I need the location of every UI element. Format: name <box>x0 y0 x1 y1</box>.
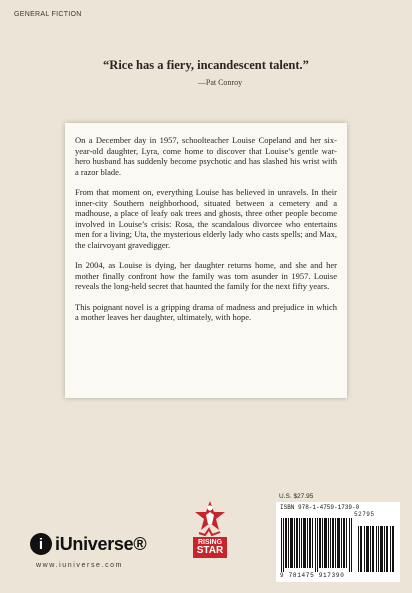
publisher-logo <box>30 533 146 555</box>
genre-label: GENERAL FICTION <box>14 11 82 18</box>
isbn-barcode <box>276 502 400 582</box>
quote-attribution: —Pat Conroy <box>197 78 243 87</box>
ean-barcode-icon <box>280 518 354 572</box>
price-addon-code: 52795 <box>354 511 375 518</box>
addon-barcode-icon <box>357 526 395 572</box>
rising-star-line2: STAR <box>196 545 224 556</box>
barcode-bars <box>280 518 396 572</box>
rising-star-line1: RISING <box>197 539 223 546</box>
iuniverse-logo-icon: i <box>30 533 52 555</box>
description-panel <box>65 123 347 398</box>
rising-star-badge <box>193 499 227 561</box>
description-paragraph: In 2004, as Louise is dying, her daughter returns home, and she and her mother finally confront how the family was torn asunder in 1957. Louise reveals the long-held secret that haunted the family for the next fifty years. <box>75 260 337 291</box>
rising-star-label <box>193 537 227 558</box>
star-figure-icon <box>193 499 227 539</box>
ean-number: 9 781475 917390 <box>280 572 345 579</box>
description-paragraph: From that moment on, everything Louise has believed in unravels. In their inner-city Southern neighborhood, situated between a cemetery and a madhouse, a place of leafy oak trees and ghosts, three other people become involved in Louise’s crisis: Rosa, the scandalous divorcee who entertains men for a living; Uta, the mysterious elderly lady who casts spells; and Max, the clairvoyant gravedigger. <box>75 187 337 250</box>
isbn-number: ISBN 978-1-4759-1739-0 <box>280 504 360 511</box>
publisher-url: www.iuniverse.com <box>36 562 124 569</box>
review-quote: “Rice has a fiery, incandescent talent.” <box>103 58 309 72</box>
description-paragraph: On a December day in 1957, schoolteacher Louise Copeland and her six-year-old daughter, Lyra, come home to discover that Louise’s gentle war-hero husband has suddenly become psychotic and has slashed his wrist with a razor blade. <box>75 135 337 177</box>
description-paragraph: This poignant novel is a gripping drama of madness and prejudice in which a mother leaves her daughter, ultimately, with hope. <box>75 301 337 322</box>
publisher-name: iUniverse® <box>55 533 147 554</box>
price-label: U.S. $27.95 <box>279 493 314 500</box>
